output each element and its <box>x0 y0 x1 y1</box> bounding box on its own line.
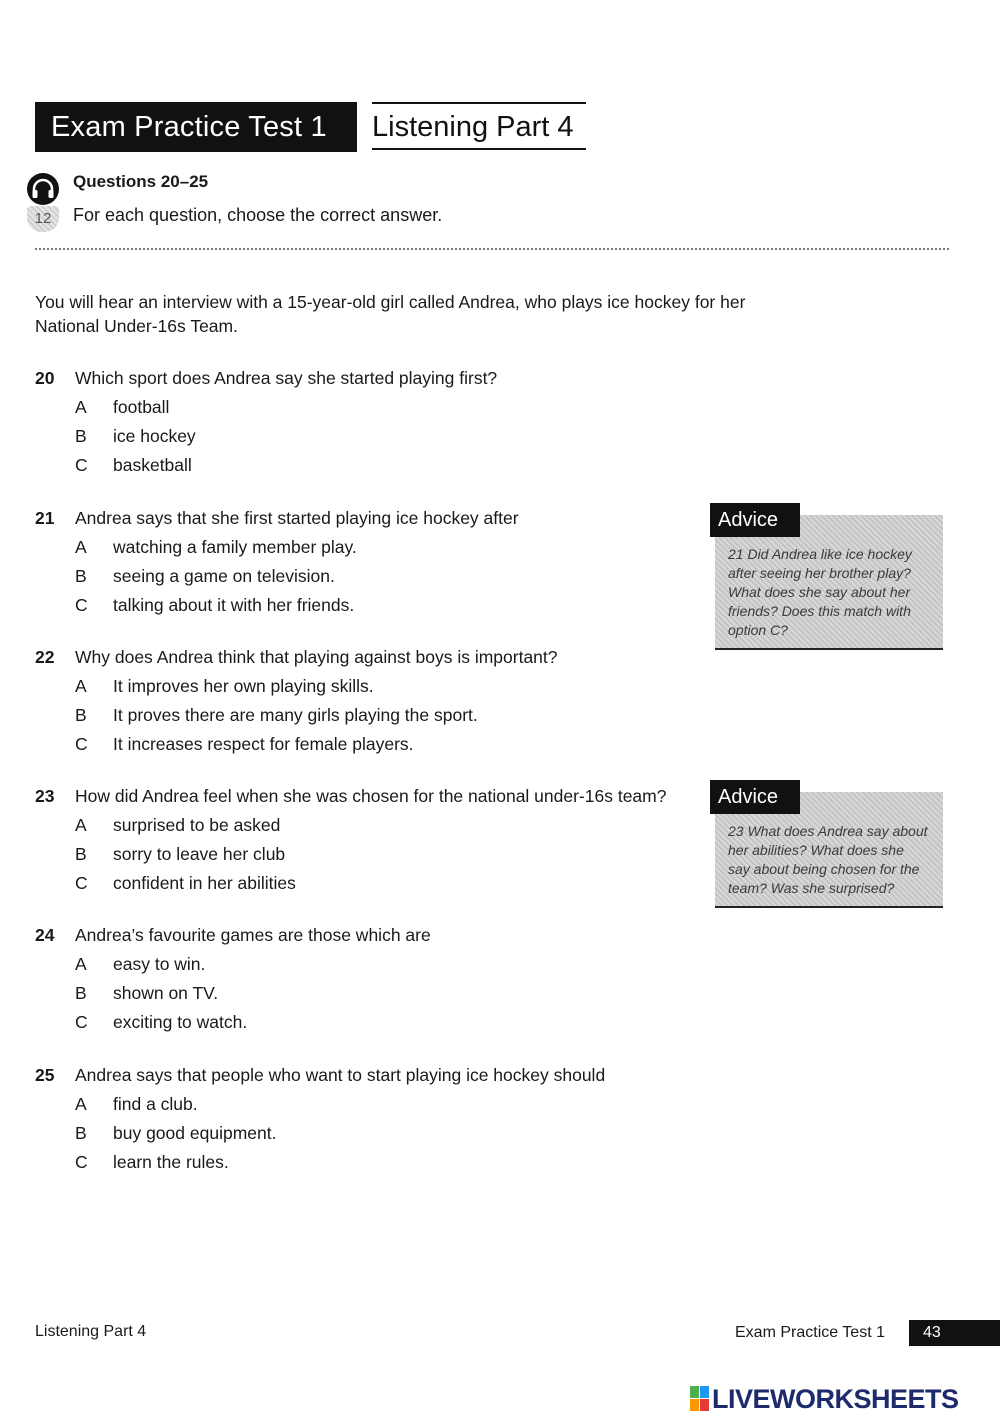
option-b[interactable]: B buy good equipment. <box>75 1123 277 1143</box>
advice-label: Advice <box>710 780 800 814</box>
question-number: 20 <box>35 368 55 388</box>
option-c[interactable]: C exciting to watch. <box>75 1012 248 1032</box>
option-c[interactable]: C basketball <box>75 455 192 475</box>
option-c[interactable]: C confident in her abilities <box>75 873 296 893</box>
question-stem: How did Andrea feel when she was chosen for the national under-16s team? <box>75 786 667 806</box>
option-a[interactable]: A find a club. <box>75 1094 198 1114</box>
option-c[interactable]: C It increases respect for female players. <box>75 734 414 754</box>
part-title: Listening Part 4 <box>372 102 586 150</box>
option-c[interactable]: C learn the rules. <box>75 1152 229 1172</box>
instruction-text: For each question, choose the correct answer. <box>73 205 443 225</box>
headphones-icon <box>26 172 60 206</box>
option-b[interactable]: B seeing a game on television. <box>75 566 335 586</box>
liveworksheets-logo <box>690 1384 990 1414</box>
advice-text: 23 What does Andrea say about her abilities? What does she say about being chosen for the team? Was she surprised? <box>715 792 943 908</box>
intro-line: You will hear an interview with a 15-year-old girl called Andrea, who plays ice hockey for her <box>35 292 746 312</box>
question-stem: Which sport does Andrea say she started playing first? <box>75 368 498 388</box>
footer-section-label: Listening Part 4 <box>35 1323 147 1340</box>
intro-text <box>35 290 795 338</box>
option-b[interactable]: B It proves there are many girls playing the sport. <box>75 705 478 725</box>
option-a[interactable]: A surprised to be asked <box>75 815 281 835</box>
option-c[interactable]: C talking about it with her friends. <box>75 595 355 615</box>
advice-text: 21 Did Andrea like ice hockey after seeing her brother play? What does she say about her friends? Does this match with option C? <box>715 515 943 650</box>
test-title: Exam Practice Test 1 <box>35 102 357 152</box>
question-stem: Andrea says that she first started playing ice hockey after <box>75 508 519 528</box>
question-number: 25 <box>35 1065 55 1085</box>
option-b[interactable]: B sorry to leave her club <box>75 844 286 864</box>
question-number: 23 <box>35 786 55 806</box>
liveworksheets-icon <box>690 1386 710 1412</box>
question-number: 24 <box>35 925 55 945</box>
option-a[interactable]: A easy to win. <box>75 954 206 974</box>
question-number: 22 <box>35 647 55 667</box>
question-stem: Andrea says that people who want to start playing ice hockey should <box>75 1065 606 1085</box>
option-b[interactable]: B shown on TV. <box>75 983 219 1003</box>
option-b[interactable]: B ice hockey <box>75 426 196 446</box>
option-a[interactable]: A It improves her own playing skills. <box>75 676 374 696</box>
intro-line: National Under-16s Team. <box>35 316 238 336</box>
dotted-divider <box>35 248 949 250</box>
option-a[interactable]: A football <box>75 397 170 417</box>
question-number: 21 <box>35 508 55 528</box>
page-number: 43 <box>909 1320 1000 1346</box>
audio-track-number: 12 <box>27 206 59 232</box>
footer-test-label: Exam Practice Test 1 <box>735 1324 885 1341</box>
question-stem: Why does Andrea think that playing against boys is important? <box>75 647 558 667</box>
option-a[interactable]: A watching a family member play. <box>75 537 357 557</box>
question-stem: Andrea’s favourite games are those which are <box>75 925 431 945</box>
questions-range: Questions 20–25 <box>73 172 209 191</box>
advice-label: Advice <box>710 503 800 537</box>
watermark-text: LIVEWORKSHEETS <box>712 1384 959 1414</box>
